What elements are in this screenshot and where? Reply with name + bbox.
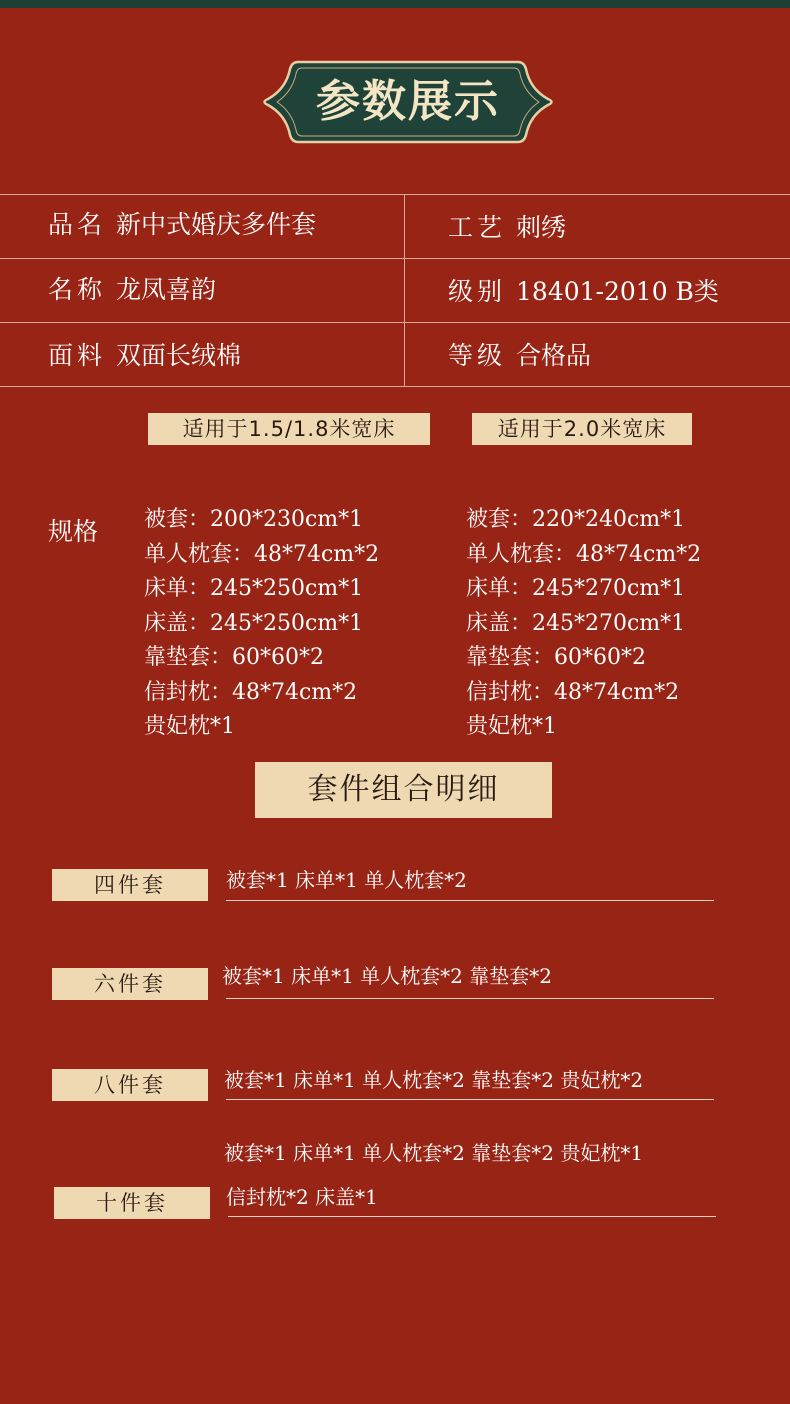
table-divider [0,322,790,323]
spec-label: 规格 [48,517,99,546]
param-value: 双面长绒棉 [116,341,242,370]
set-tag-four-piece: 四件套 [52,869,208,901]
param-value: 刺绣 [516,213,567,242]
table-border-bottom [0,386,790,387]
sets-section-title: 套件组合明细 [255,762,552,818]
param-key: 面料 [48,341,107,370]
param-cell-fabric [48,336,241,376]
spec-item: 贵妃枕*1 [466,714,557,739]
table-border-top [0,194,790,195]
param-key: 级别 [448,277,507,306]
set-underline [226,1099,714,1100]
section-title-banner [258,59,558,145]
spec-list-small-bed [144,503,379,745]
set-underline [226,900,714,901]
set-tag-eight-piece: 八件套 [52,1069,208,1101]
set-tag-ten-piece: 十件套 [54,1187,210,1219]
spec-item: 床单：245*250cm*1 [144,576,364,601]
spec-item: 被套：220*240cm*1 [466,507,686,532]
spec-item: 单人枕套：48*74cm*2 [144,541,380,567]
spec-item: 靠垫套：60*60*2 [466,645,646,670]
table-column-divider [404,194,405,386]
param-value: 龙凤喜韵 [116,275,217,304]
param-key: 工艺 [448,213,507,242]
spec-item: 贵妃枕*1 [144,714,235,739]
set-contents: 被套*1 床单*1 单人枕套*2 靠垫套*2 贵妃枕*2 [224,1068,644,1092]
param-value: 新中式婚庆多件套 [116,210,317,239]
param-cell-standard [448,272,719,312]
param-cell-craft [448,208,566,248]
spec-item: 靠垫套：60*60*2 [144,645,324,670]
spec-item: 床盖：245*270cm*1 [466,610,686,636]
spec-item: 床单：245*270cm*1 [466,576,686,601]
param-key: 品名 [48,210,107,239]
spec-item: 床盖：245*250cm*1 [144,610,364,636]
spec-item: 信封枕：48*74cm*2 [466,679,680,705]
spec-item: 被套：200*230cm*1 [144,507,364,532]
set-contents: 被套*1 床单*1 单人枕套*2 靠垫套*2 [222,964,552,988]
set-underline [226,998,714,999]
param-cell-product-name [48,205,316,245]
spec-item: 信封枕：48*74cm*2 [144,679,358,705]
set-contents-line2: 信封枕*2 床盖*1 [226,1185,378,1209]
set-contents: 被套*1 床单*1 单人枕套*2 [226,868,467,892]
param-value: 合格品 [516,341,592,370]
param-key: 等级 [448,341,507,370]
bed-size-tag-small: 适用于1.5/1.8米宽床 [148,413,430,445]
param-value: 18401-2010 B类 [516,277,719,306]
spec-list-large-bed [466,503,701,745]
set-tag-six-piece: 六件套 [52,968,208,1000]
bed-size-tag-large: 适用于2.0米宽床 [472,413,692,445]
param-cell-name [48,270,216,310]
set-contents-line1: 被套*1 床单*1 单人枕套*2 靠垫套*2 贵妃枕*1 [224,1141,644,1165]
page-title: 参数展示 [316,76,500,127]
param-cell-grade [448,336,591,376]
table-divider [0,258,790,259]
param-key: 名称 [48,275,107,304]
set-underline [228,1216,716,1217]
top-accent-bar [0,0,790,8]
spec-item: 单人枕套：48*74cm*2 [466,541,702,567]
